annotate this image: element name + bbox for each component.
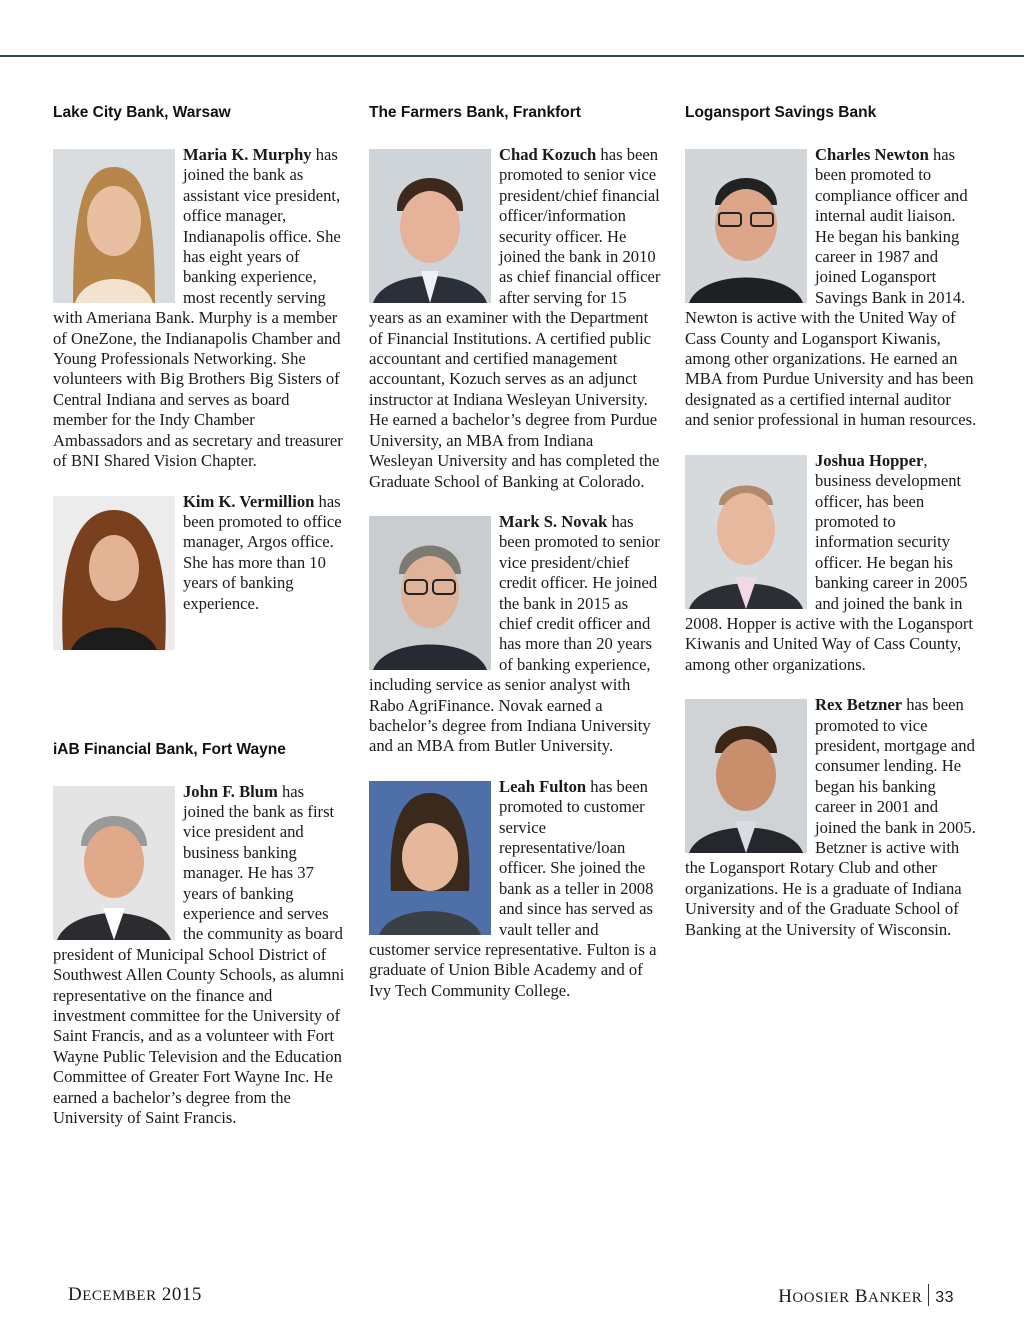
bio-text: has been promoted to customer service representative/loan officer. She joined the bank as a teller in 2008 and since has served as vault teller and customer service representative. Fulton is a graduate of Union Bible Academy and of Ivy Tech Community College. <box>369 776 657 1000</box>
person-name: Joshua Hopper <box>815 450 924 470</box>
person-name: Leah Fulton <box>499 776 587 796</box>
bio-text: has been promoted to senior vice president/chief financial officer/information security officer. He joined the bank in 2010 as chief financial officer after serving for 15 years as an examiner with the Department of Financial Institutions. A certified public accountant and certified management accountant, Kozuch serves as an adjunct instructor at Indiana Wesleyan University. He earned a bachelor’s degree from Purdue University, an MBA from Indiana Wesleyan University and has completed the Graduate School of Banking at Colorado. <box>369 145 661 491</box>
top-rule <box>0 55 1024 57</box>
profile-entry <box>685 451 977 675</box>
person-name: Charles Newton <box>815 145 929 164</box>
profile-entry <box>53 145 345 472</box>
bio-text: has been promoted to vice president, mortgage and consumer lending. He began his banking career in 2001 and joined the bank in 2005. Betzner is active with the Logansport Rotary Club and other organizations. He is a graduate of Indiana University and of the Graduate School of Banking at the University of Wisconsin. <box>685 695 976 939</box>
section-farmers-bank <box>369 103 661 1001</box>
bio-text: has been promoted to compliance officer and internal audit liaison. He began his banking career in 1987 and joined Logansport Savings Bank in 2014. Newton is active with the United Way of Cass County and Logansport Kiwanis, among other organizations. He earned an MBA from Purdue University and has been designated as a certified internal auditor and senior professional in human resources. <box>685 145 977 430</box>
person-name: Chad Kozuch <box>499 145 597 164</box>
section-heading: The Farmers Bank, Frankfort <box>369 104 581 121</box>
portrait-photo <box>53 149 175 303</box>
column-left <box>53 103 345 1128</box>
portrait-photo <box>685 455 807 609</box>
section-heading: Lake City Bank, Warsaw <box>53 104 231 121</box>
bio-text: has joined the bank as assistant vice president, office manager, Indianapolis office. She has eight years of banking experience, most recently serving with Ameriana Bank. Murphy is a member of OneZone, the Indianapolis Chamber and Young Professionals Networking. She volunteers with Big Brothers Big Sisters of Central Indiana and serves as board member for the Indy Chamber Ambassadors and as secretary and treasurer of BNI Shared Vision Chapter. <box>53 145 343 471</box>
person-name: Kim K. Vermillion <box>183 491 315 511</box>
portrait-photo <box>369 781 491 935</box>
footer-issue-date: DECEMBER 2015 <box>68 1284 202 1305</box>
person-name: John F. Blum <box>183 781 278 801</box>
footer-publication: HOOSIER BANKER 33 <box>778 1286 954 1307</box>
person-name: Mark S. Novak <box>499 511 608 531</box>
person-name: Maria K. Murphy <box>183 145 312 164</box>
profile-entry <box>369 512 661 757</box>
section-logansport-savings-bank <box>685 103 977 940</box>
section-heading: Logansport Savings Bank <box>685 104 877 121</box>
bio-text: , business development officer, has been promoted to information security officer. He began his banking career in 2005 and joined the bank in 2008. Hopper is active with the Logansport Kiwanis and United Way of Cass County, among other organizations. <box>685 450 974 674</box>
portrait-photo <box>685 699 807 853</box>
column-middle <box>369 103 661 1001</box>
profile-entry <box>369 777 661 1001</box>
column-right <box>685 103 977 940</box>
portrait-photo <box>53 786 175 940</box>
section-heading: iAB Financial Bank, Fort Wayne <box>53 740 286 758</box>
profile-entry <box>53 782 345 1129</box>
footer-divider <box>928 1284 929 1306</box>
profile-entry <box>53 492 345 652</box>
page-number: 33 <box>935 1289 954 1306</box>
bio-text: has joined the bank as first vice president and business banking manager. He has 37 years of banking experience and serves the community as board president of Municipal School District of Southwest Allen County Schools, as alumni representative on the finance and investment committee for the University of Saint Francis, and as a volunteer with Fort Wayne Public Television and the Education Committee of Greater Fort Wayne Inc. He earned a bachelor’s degree from the University of Saint Francis. <box>53 781 345 1127</box>
bio-text: has been promoted to senior vice president/chief credit officer. He joined the bank in 2015 as chief credit officer and has more than 20 years of banking experience, including service as senior analyst with Rabo AgriFinance. Novak earned a bachelor’s degree from Indiana University and an MBA from Butler University. <box>369 511 660 756</box>
bio-text: has been promoted to office manager, Argos office. She has more than 10 years of banking experience. <box>183 491 342 613</box>
portrait-photo <box>685 149 807 303</box>
profile-entry <box>369 145 661 492</box>
portrait-photo <box>369 516 491 670</box>
profile-entry <box>685 145 977 431</box>
portrait-photo <box>53 496 175 650</box>
section-iab-financial-bank <box>53 740 345 1129</box>
person-name: Rex Betzner <box>815 695 903 715</box>
portrait-photo <box>369 149 491 303</box>
profile-entry <box>685 695 977 940</box>
section-lake-city-bank <box>53 103 345 652</box>
